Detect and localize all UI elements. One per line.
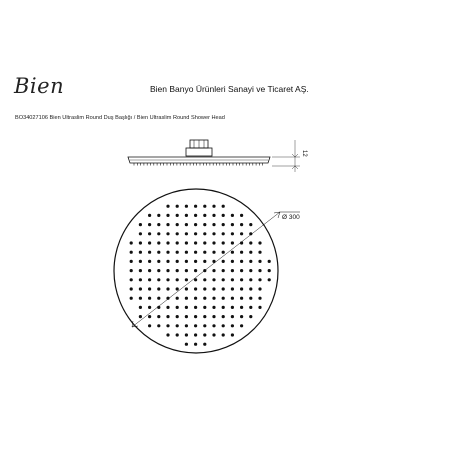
nozzle-dot	[222, 260, 225, 263]
nozzle-dot	[185, 333, 188, 336]
nozzle-dot	[231, 269, 234, 272]
nozzle-dot	[194, 223, 197, 226]
nozzle-dot	[222, 297, 225, 300]
nozzle-dot	[130, 241, 133, 244]
nozzle-dot	[157, 232, 160, 235]
nozzle-dot	[222, 306, 225, 309]
nozzle-dot	[231, 297, 234, 300]
nozzle-dot	[139, 306, 142, 309]
nozzle-dot	[130, 251, 133, 254]
nozzle-dot	[157, 287, 160, 290]
nozzle-dot	[139, 269, 142, 272]
nozzle-dot	[249, 223, 252, 226]
nozzle-dot	[258, 287, 261, 290]
nozzle-dot	[194, 205, 197, 208]
nozzle-dot	[222, 241, 225, 244]
nozzle-dot	[203, 214, 206, 217]
nozzle-dot	[148, 241, 151, 244]
nozzle-dot	[194, 232, 197, 235]
nozzle-dot	[148, 324, 151, 327]
nozzle-dot	[194, 251, 197, 254]
nozzle-dot	[166, 278, 169, 281]
top-view	[114, 189, 300, 353]
nozzle-dot	[212, 315, 215, 318]
nozzle-dot	[231, 241, 234, 244]
nozzle-dot	[185, 343, 188, 346]
nozzle-dot	[212, 251, 215, 254]
nozzle-dot	[203, 241, 206, 244]
nozzle-dot	[212, 297, 215, 300]
nozzle-dot	[212, 278, 215, 281]
nozzle-dot	[139, 232, 142, 235]
nozzle-dot	[249, 315, 252, 318]
nozzle-dot	[176, 297, 179, 300]
nozzle-dot	[166, 306, 169, 309]
nozzle-dot	[194, 297, 197, 300]
nozzle-dot	[148, 232, 151, 235]
nozzle-dot	[222, 315, 225, 318]
nozzle-dot	[148, 297, 151, 300]
nozzle-dot	[203, 333, 206, 336]
nozzle-dot	[148, 269, 151, 272]
nozzle-dot	[212, 269, 215, 272]
nozzle-dot	[157, 251, 160, 254]
nozzle-dot	[194, 324, 197, 327]
nozzle-dot	[139, 241, 142, 244]
nozzle-dot	[176, 251, 179, 254]
nozzle-dot	[148, 306, 151, 309]
nozzle-dot	[212, 287, 215, 290]
nozzle-dot	[203, 315, 206, 318]
nozzle-dot	[231, 223, 234, 226]
nozzle-dot	[240, 232, 243, 235]
nozzle-dot	[185, 205, 188, 208]
nozzle-dot	[130, 269, 133, 272]
nozzle-dot	[258, 260, 261, 263]
nozzle-dot	[231, 214, 234, 217]
nozzle-dot	[240, 223, 243, 226]
nozzle-dot	[212, 214, 215, 217]
nozzle-dot	[203, 223, 206, 226]
nozzle-dot	[212, 241, 215, 244]
nozzle-dot	[231, 306, 234, 309]
nozzle-dot	[176, 269, 179, 272]
nozzle-dot	[139, 223, 142, 226]
nozzle-dot	[231, 260, 234, 263]
nozzle-dot	[176, 287, 179, 290]
diameter-dimension-label: Ø 300	[282, 214, 300, 221]
nozzle-dot	[268, 278, 271, 281]
nozzle-dot	[203, 287, 206, 290]
nozzle-dot	[231, 251, 234, 254]
nozzle-dot	[212, 306, 215, 309]
nozzle-dot	[176, 241, 179, 244]
nozzle-dot	[166, 251, 169, 254]
nozzle-dot	[148, 287, 151, 290]
nozzle-dot	[148, 214, 151, 217]
nozzle-dot	[222, 269, 225, 272]
nozzle-dot	[130, 297, 133, 300]
nozzle-dot	[157, 241, 160, 244]
nozzle-dot	[240, 214, 243, 217]
nozzle-dot	[249, 297, 252, 300]
nozzle-dot	[130, 287, 133, 290]
nozzle-dot	[203, 251, 206, 254]
nozzle-dot	[148, 223, 151, 226]
nozzle-dot	[176, 278, 179, 281]
nozzle-dot	[176, 214, 179, 217]
nozzle-dot	[240, 278, 243, 281]
nozzle-dot	[176, 205, 179, 208]
nozzle-dot	[194, 287, 197, 290]
nozzle-dot	[176, 306, 179, 309]
nozzle-dot	[249, 241, 252, 244]
nozzle-dot	[185, 315, 188, 318]
nozzle-dot	[203, 324, 206, 327]
nozzle-dot	[222, 333, 225, 336]
nozzle-dot	[194, 333, 197, 336]
nozzle-dot	[166, 269, 169, 272]
nozzle-dot	[249, 260, 252, 263]
nozzle-dot	[203, 306, 206, 309]
nozzle-dot	[203, 278, 206, 281]
bien-logo: Bien	[14, 74, 65, 98]
nozzle-dot	[157, 297, 160, 300]
nozzle-dot	[194, 260, 197, 263]
nozzle-dot	[185, 297, 188, 300]
nozzle-dot	[185, 214, 188, 217]
nozzle-dot	[148, 315, 151, 318]
side-view	[128, 140, 300, 172]
nozzle-dot	[194, 306, 197, 309]
nozzle-dot	[222, 232, 225, 235]
nozzle-dot	[240, 260, 243, 263]
nozzle-dot	[212, 232, 215, 235]
nozzle-dot	[231, 232, 234, 235]
nozzle-dot	[148, 278, 151, 281]
nozzle-dot	[222, 278, 225, 281]
nozzle-dot	[194, 241, 197, 244]
nozzle-dot	[176, 333, 179, 336]
nozzle-dot	[222, 214, 225, 217]
nozzle-dot	[203, 205, 206, 208]
nozzle-dot	[212, 223, 215, 226]
nozzle-dot	[166, 232, 169, 235]
nozzle-dot	[176, 260, 179, 263]
nozzle-dot	[240, 287, 243, 290]
nozzle-dot	[194, 315, 197, 318]
nozzle-dot	[185, 269, 188, 272]
nozzle-dot	[194, 343, 197, 346]
nozzle-dot	[240, 324, 243, 327]
nozzle-dot	[139, 260, 142, 263]
nozzle-dot	[157, 214, 160, 217]
nozzle-dot	[240, 306, 243, 309]
nozzle-dot	[157, 324, 160, 327]
nozzle-dot	[139, 315, 142, 318]
nozzle-dot	[176, 324, 179, 327]
nozzle-dot	[166, 260, 169, 263]
nozzle-dot	[258, 297, 261, 300]
nozzle-dot	[166, 333, 169, 336]
nozzle-dot	[203, 297, 206, 300]
nozzle-dot	[185, 324, 188, 327]
nozzle-dot	[194, 269, 197, 272]
nozzle-dot	[249, 251, 252, 254]
nozzle-dot	[268, 269, 271, 272]
nozzle-dot	[157, 223, 160, 226]
nozzle-dot	[185, 223, 188, 226]
nozzle-dot	[148, 260, 151, 263]
nozzle-dot	[157, 315, 160, 318]
nozzle-dot	[258, 269, 261, 272]
nozzle-dot	[240, 269, 243, 272]
nozzle-dot	[222, 251, 225, 254]
diameter-line	[132, 212, 280, 327]
nozzle-dot	[176, 315, 179, 318]
nozzle-dot	[222, 205, 225, 208]
nozzle-dot	[130, 278, 133, 281]
nozzle-dot	[203, 343, 206, 346]
height-dimension-label: 12	[301, 150, 307, 157]
nozzle-dot	[231, 287, 234, 290]
nozzle-grid	[130, 205, 271, 346]
nozzle-dot	[212, 324, 215, 327]
nozzle-dot	[157, 278, 160, 281]
nozzle-dot	[185, 251, 188, 254]
nozzle-dot	[157, 260, 160, 263]
nozzle-dot	[249, 306, 252, 309]
nozzle-dot	[222, 324, 225, 327]
nozzle-dot	[139, 278, 142, 281]
nozzle-dot	[157, 269, 160, 272]
nozzle-dot	[258, 306, 261, 309]
nozzle-dot	[185, 278, 188, 281]
nozzle-dot	[185, 306, 188, 309]
nozzle-dot	[240, 297, 243, 300]
nozzle-dot	[222, 287, 225, 290]
nozzle-dot	[212, 333, 215, 336]
nozzle-dot	[176, 232, 179, 235]
nozzle-dot	[166, 287, 169, 290]
nozzle-dot	[166, 324, 169, 327]
nozzle-dot	[130, 260, 133, 263]
nozzle-dot	[268, 260, 271, 263]
nozzle-dot	[212, 205, 215, 208]
nozzle-dot	[176, 223, 179, 226]
nozzle-dot	[194, 214, 197, 217]
nozzle-dot	[231, 278, 234, 281]
nozzle-dot	[166, 223, 169, 226]
nozzle-dot	[185, 232, 188, 235]
nozzle-dot	[249, 287, 252, 290]
nozzle-dot	[258, 241, 261, 244]
nozzle-dot	[231, 324, 234, 327]
nozzle-dot	[222, 223, 225, 226]
nozzle-dot	[240, 315, 243, 318]
nozzle-dot	[185, 260, 188, 263]
nozzle-dot	[139, 297, 142, 300]
nozzle-dot	[139, 251, 142, 254]
nozzle-dot	[185, 287, 188, 290]
company-name: Bien Banyo Ürünleri Sanayi ve Ticaret AŞ.	[150, 84, 309, 94]
nozzle-dot	[231, 315, 234, 318]
side-view-nut	[186, 148, 212, 156]
nozzle-dot	[166, 214, 169, 217]
nozzle-dot	[258, 251, 261, 254]
nozzle-dot	[166, 315, 169, 318]
nozzle-dot	[166, 205, 169, 208]
nozzle-dot	[203, 260, 206, 263]
nozzle-dot	[249, 269, 252, 272]
product-title: BO34027106 Bien Ultraslim Round Duş Başlığı / Bien Ultraslim Round Shower Head	[15, 115, 225, 121]
nozzle-dot	[231, 333, 234, 336]
nozzle-dot	[185, 241, 188, 244]
nozzle-dot	[249, 278, 252, 281]
nozzle-dot	[148, 251, 151, 254]
nozzle-dot	[258, 278, 261, 281]
nozzle-dot	[203, 232, 206, 235]
nozzle-dot	[166, 241, 169, 244]
nozzle-dot	[240, 251, 243, 254]
nozzle-dot	[139, 287, 142, 290]
